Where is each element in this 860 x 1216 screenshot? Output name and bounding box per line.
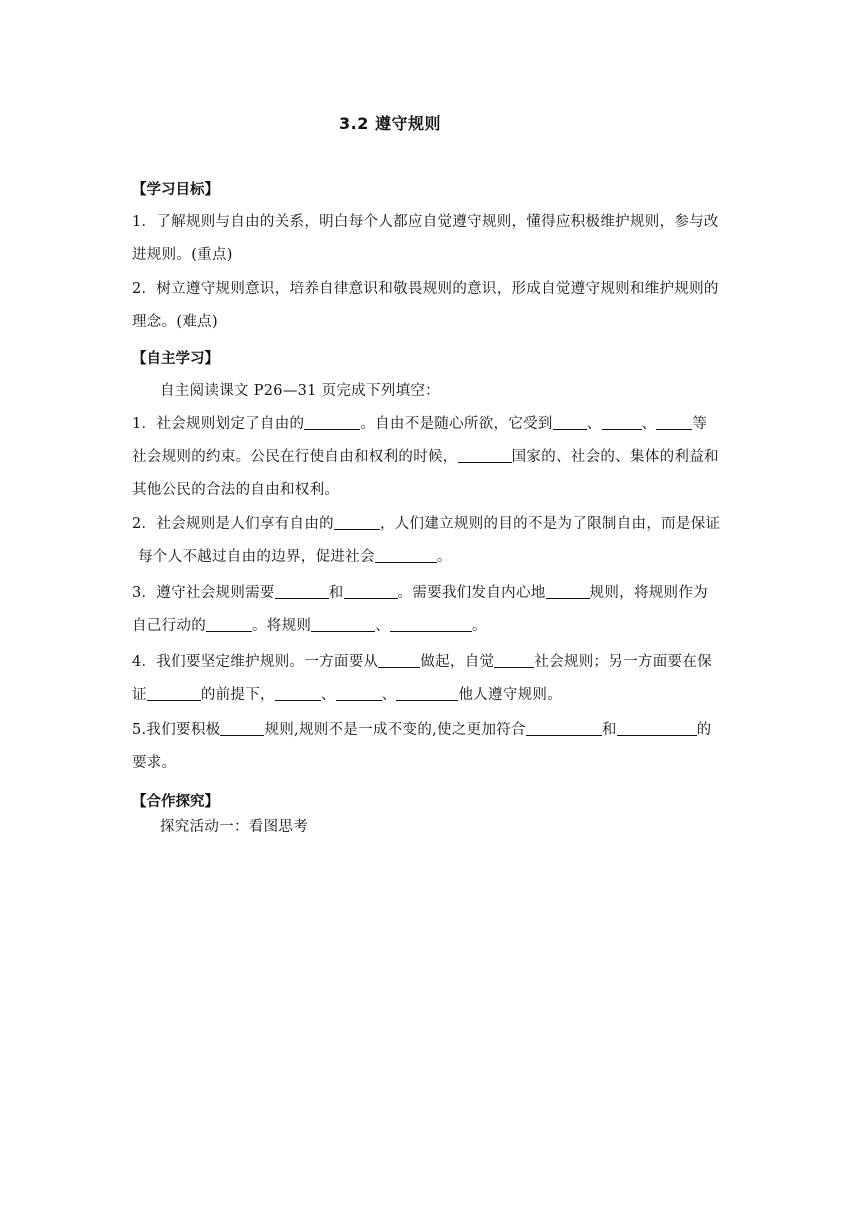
goal-item-2 bbox=[132, 273, 732, 339]
fill-blank[interactable] bbox=[275, 686, 321, 701]
fill-blank[interactable] bbox=[275, 584, 329, 599]
goal-item-1-line-2: 进规则。(重点) bbox=[132, 247, 233, 263]
goal-item-1-line-1: 1．了解规则与自由的关系，明白每个人都应自觉遵守规则，懂得应积极维护规则，参与改 bbox=[132, 214, 719, 230]
fill-blank[interactable] bbox=[311, 617, 375, 632]
question-5 bbox=[132, 714, 732, 780]
section-heading-cooperation: 【合作探究】 bbox=[132, 794, 219, 810]
fill-blank[interactable] bbox=[378, 653, 420, 668]
goal-item-2-line-1: 2．树立遵守规则意识，培养自律意识和敬畏规则的意识，形成自觉遵守规则和维护规则的 bbox=[132, 281, 719, 297]
fill-blank[interactable] bbox=[458, 448, 512, 463]
question-3-line-1: 3．遵守社会规则需要 和 。需要我们发自内心地 规则，将规则作为 bbox=[132, 585, 708, 601]
fill-blank[interactable] bbox=[656, 415, 692, 430]
goal-item-1 bbox=[132, 206, 732, 272]
question-5-line-2: 要求。 bbox=[132, 755, 177, 771]
fill-blank[interactable] bbox=[220, 721, 264, 736]
question-4-line-2: 证 的前提下， 、 、 他人遵守规则。 bbox=[132, 687, 563, 703]
fill-blank[interactable] bbox=[494, 653, 534, 668]
question-1-line-1: 1．社会规则划定了自由的 。自由不是随心所欲，它受到 、 、 等 bbox=[132, 416, 708, 432]
goal-item-2-line-2: 理念。(难点) bbox=[132, 314, 218, 330]
fill-blank[interactable] bbox=[396, 686, 458, 701]
cooperation-activity-1: 探究活动一：看图思考 bbox=[160, 819, 308, 835]
fill-blank[interactable] bbox=[617, 721, 697, 736]
question-1-line-3: 其他公民的合法的自由和权利。 bbox=[132, 482, 340, 498]
fill-blank[interactable] bbox=[553, 415, 587, 430]
section-heading-goals: 【学习目标】 bbox=[132, 182, 219, 198]
section-heading-self-study: 【自主学习】 bbox=[132, 351, 219, 367]
question-1 bbox=[132, 408, 732, 507]
question-3-line-2: 自己行动的 。将规则 、 。 bbox=[132, 618, 487, 634]
fill-blank[interactable] bbox=[390, 617, 472, 632]
question-3 bbox=[132, 577, 732, 643]
fill-blank[interactable] bbox=[336, 686, 382, 701]
page-title: 3.2 遵守规则 bbox=[339, 114, 441, 133]
self-study-intro: 自主阅读课文 P26—31 页完成下列填空： bbox=[160, 383, 440, 399]
question-1-line-2: 社会规则的约束。公民在行使自由和权利的时候， 国家的、社会的、集体的利益和 bbox=[132, 449, 719, 465]
question-5-line-1: 5.我们要积极 规则,规则不是一成不变的,使之更加符合 和 的 bbox=[132, 722, 712, 738]
fill-blank[interactable] bbox=[546, 584, 590, 599]
fill-blank[interactable] bbox=[526, 721, 602, 736]
question-4 bbox=[132, 646, 732, 712]
fill-blank[interactable] bbox=[344, 584, 398, 599]
question-2 bbox=[132, 508, 732, 574]
fill-blank[interactable] bbox=[375, 548, 437, 563]
question-2-line-2: 每个人不越过自由的边界，促进社会 。 bbox=[138, 549, 452, 565]
fill-blank[interactable] bbox=[334, 515, 380, 530]
question-2-line-1: 2．社会规则是人们享有自由的 ，人们建立规则的目的不是为了限制自由，而是保证 bbox=[132, 516, 721, 532]
fill-blank[interactable] bbox=[602, 415, 642, 430]
fill-blank[interactable] bbox=[206, 617, 252, 632]
question-4-line-1: 4．我们要坚定维护规则。一方面要从 做起，自觉 社会规则；另一方面要在保 bbox=[132, 654, 712, 670]
fill-blank[interactable] bbox=[147, 686, 201, 701]
fill-blank[interactable] bbox=[304, 415, 360, 430]
